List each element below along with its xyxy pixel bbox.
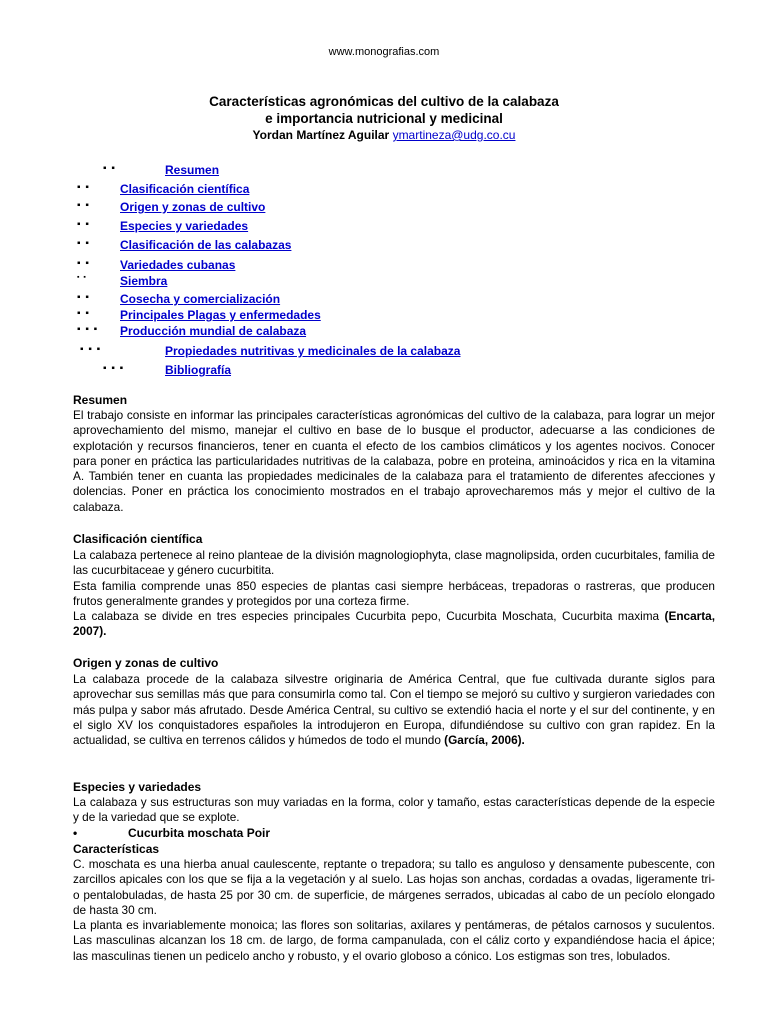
toc-bullet: ▪ ▪ ▪ <box>80 344 102 355</box>
section-heading-especies: Especies y variedades <box>73 780 202 794</box>
paragraph: La calabaza pertenece al reino planteae de la división magnologiophyta, clase magnolipsida, orden cucurbitales, familia de las cucurbitaceae y género cucurbitita. <box>73 548 715 578</box>
paragraph <box>73 609 715 640</box>
author-line <box>0 128 768 142</box>
toc-link-siembra[interactable]: Siembra <box>120 274 168 288</box>
toc-item <box>0 344 768 360</box>
toc-link-produccion-mundial[interactable]: Producción mundial de calabaza <box>120 324 307 338</box>
section-heading-resumen: Resumen <box>73 393 128 407</box>
toc-link-origen[interactable]: Origen y zonas de cultivo <box>120 200 266 214</box>
toc-bullet: ▪ ▪ ▪ <box>77 324 99 335</box>
toc-item <box>0 238 768 254</box>
paragraph-text: La calabaza procede de la calabaza silvestre originaria de América Central, que fue cultivada durante siglos para aprovechar sus semillas más que para consumirla como tal. Con el tiempo se mejoró su cultivo y surgieron variedades con más pulpa y sabor más afrutado. Desde América Central, su cultivo se extendió hacia el norte y el sur del continente, y en el siglo XV los conquistadores españoles la introdujeron en Europa, difundiéndose su cultivo con gran rapidez. En la actualidad, se cultiva en terrenos cálidos y húmedos de todo el mundo <box>73 672 715 748</box>
resumen-text <box>73 408 715 515</box>
section-heading-clasificacion: Clasificación científica <box>73 532 203 546</box>
toc-bullet: ▪ ▪ ▪ <box>103 363 125 374</box>
toc-bullet: ▪ ▪ <box>77 219 90 230</box>
document-title-line-1: Características agronómicas del cultivo de la calabaza <box>209 94 559 109</box>
toc-bullet: ▪ ▪ <box>77 292 90 303</box>
toc-link-plagas[interactable]: Principales Plagas y enfermedades <box>120 308 321 322</box>
paragraph: La calabaza y sus estructuras son muy variadas en la forma, color y tamaño, estas características depende de la especie y de la variedad que se explote. <box>73 795 715 825</box>
caracteristicas-text <box>73 857 715 964</box>
header-url: www.monografias.com <box>328 46 440 58</box>
toc-item <box>0 363 768 379</box>
toc-bullet: ▪ ▪ <box>77 308 90 319</box>
toc-item <box>0 308 768 324</box>
origen-text <box>73 672 715 748</box>
toc-link-clasificacion-cientifica[interactable]: Clasificación científica <box>120 182 250 196</box>
toc-item <box>0 182 768 198</box>
toc-item <box>0 292 768 308</box>
paragraph-text: La calabaza se divide en tres especies principales Cucurbita pepo, Cucurbita Moschata, Cucurbita maxima <box>73 609 665 624</box>
paragraph: El trabajo consiste en informar las principales características agronómicas del cultivo de la calabaza, para lograr un mejor aprovechamiento del mismo, manejar el cultivo en base de lo busque el productor, adecuarse a las condiciones de explotación y recursos financieros, tener en cuanta el efecto de los cambios climáticos y los agentes nocivos. Conocer para poner en práctica las particularidades nutritivas de la calabaza, pobre en proteina, aminoácidos y rica en la vitamina A. También tener en cuanta las propiedades medicinales de la calabaza para el tratamiento de diferentes afecciones y dolencias. Poner en práctica los conocimiento mostrados en el trabajo aprovecharemos más y mejor el cultivo de la calabaza. <box>73 408 715 514</box>
toc-item <box>0 219 768 235</box>
toc-bullet: ▪ ▪ <box>77 274 87 281</box>
section-heading-origen: Origen y zonas de cultivo <box>73 656 219 670</box>
document-title-line-2: e importancia nutricional y medicinal <box>265 111 503 126</box>
toc-link-variedades-cubanas[interactable]: Variedades cubanas <box>120 258 236 272</box>
paragraph: C. moschata es una hierba anual caulescente, reptante o trepadora; su tallo es anguloso y densamente pubescente, con zarcillos apicales con los que se fija a la vegetación y al suelo. Las hojas son anchas, cordadas a ovadas, ligeramente tri- o pentalobuladas, de hasta 25 por 30 cm. de superficie, de márgenes serrados, ubicadas al cabo de un pecíolo elongado de hasta 30 cm. <box>73 857 715 917</box>
species-bullet <box>73 826 270 840</box>
author-name: Yordan Martínez Aguilar <box>252 128 390 142</box>
species-name: Cucurbita moschata Poir <box>128 826 271 840</box>
toc-link-especies[interactable]: Especies y variedades <box>120 219 249 233</box>
toc-link-propiedades[interactable]: Propiedades nutritivas y medicinales de la calabaza <box>165 344 461 358</box>
toc-link-clasificacion-calabazas[interactable]: Clasificación de las calabazas <box>120 238 292 252</box>
toc-link-resumen[interactable]: Resumen <box>165 163 220 177</box>
toc-item <box>0 324 768 340</box>
toc-link-cosecha[interactable]: Cosecha y comercialización <box>120 292 281 306</box>
bullet-dot: • <box>73 826 78 840</box>
sub-heading-caracteristicas: Características <box>73 842 160 856</box>
paragraph: Esta familia comprende unas 850 especies de plantas casi siempre herbáceas, trepadoras o rastreras, que producen frutos generalmente grandes y protegidos por una corteza firme. <box>73 578 715 608</box>
toc-item <box>0 274 768 290</box>
paragraph <box>73 672 715 748</box>
clasificacion-text <box>73 548 715 640</box>
toc-bullet: ▪ ▪ <box>103 163 116 174</box>
toc-bullet: ▪ ▪ <box>77 182 90 193</box>
paragraph: La planta es invariablemente monoica; las flores son solitarias, axilares y pentámeras, de pétalos carnosos y suculentos. Las masculinas alcanzan los 18 cm. de largo, de forma campanulada, con el cáliz corto y expandiéndose hacia el ápice; las masculinas tienen un pedicelo ancho y robusto, y el ovario globoso a cónico. Los estigmas son tres, lobulados. <box>73 918 715 963</box>
toc-link-bibliografia[interactable]: Bibliografía <box>165 363 232 377</box>
toc-item <box>0 258 768 274</box>
toc-bullet: ▪ ▪ <box>77 200 90 211</box>
toc-bullet: ▪ ▪ <box>77 238 90 249</box>
citation: (García, 2006). <box>444 733 525 748</box>
toc-item <box>0 163 768 179</box>
toc-bullet: ▪ ▪ <box>77 258 90 269</box>
citation: (Encarta, 2007). <box>73 609 715 639</box>
author-email-link[interactable]: ymartineza@udg.co.cu <box>392 128 516 142</box>
toc-item <box>0 200 768 216</box>
especies-text <box>73 795 715 826</box>
